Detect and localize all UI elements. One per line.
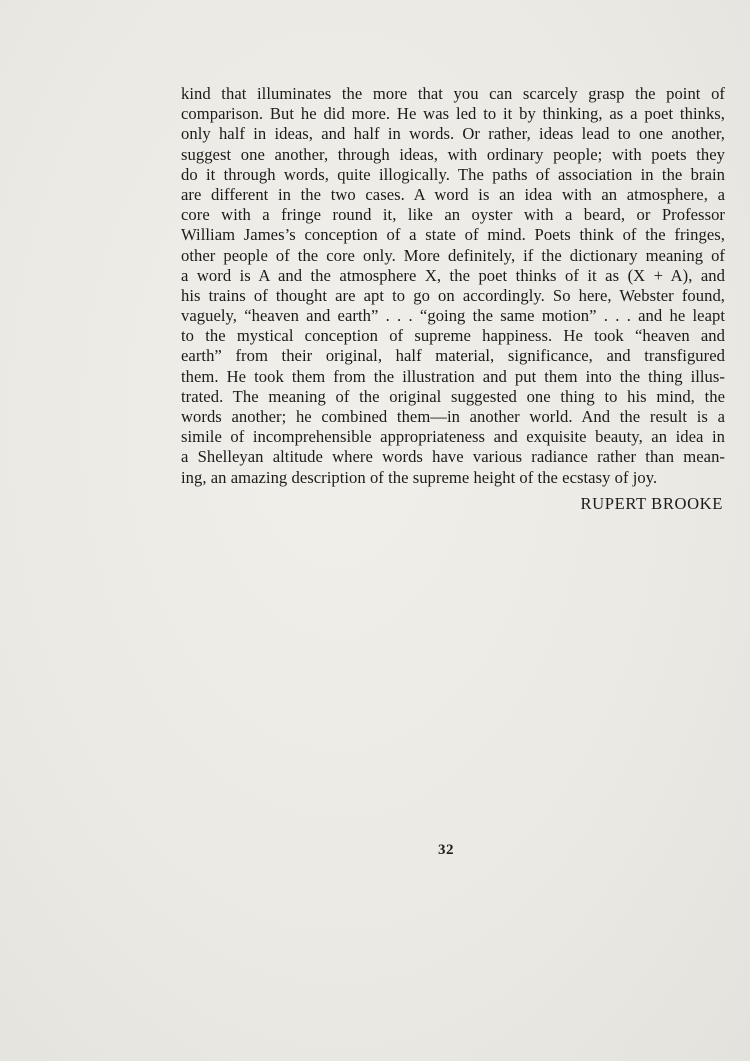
text-line: other people of the core only. More definitely, if the dictionary meaning of	[181, 245, 725, 265]
text-line: William James’s conception of a state of mind. Poets think of the fringes,	[181, 225, 725, 245]
text-line: them. He took them from the illustration and put them into the thing illus-	[181, 366, 725, 386]
text-line: ing, an amazing description of the supreme height of the ecstasy of joy.	[181, 467, 658, 487]
text-line: comparison. But he did more. He was led to it by thinking, as a poet thinks,	[181, 104, 725, 124]
text-line: a Shelleyan altitude where words have various radiance rather than mean-	[181, 447, 725, 467]
page-number: 32	[438, 842, 454, 858]
body-text	[181, 84, 725, 488]
text-line: kind that illuminates the more that you can scarcely grasp the point of	[181, 84, 725, 103]
text-line: his trains of thought are apt to go on accordingly. So here, Webster found,	[181, 285, 725, 305]
text-line: do it through words, quite illogically. The paths of association in the brain	[181, 164, 725, 184]
text-line: only half in ideas, and half in words. Or rather, ideas lead to one another,	[181, 124, 725, 144]
text-line: suggest one another, through ideas, with ordinary people; with poets they	[181, 144, 725, 164]
text-line: trated. The meaning of the original suggested one thing to his mind, the	[181, 386, 725, 406]
text-line: to the mystical conception of supreme happiness. He took “heaven and	[181, 326, 725, 346]
text-line: core with a fringe round it, like an oyster with a beard, or Professor	[181, 205, 725, 225]
text-line: earth” from their original, half material, significance, and transfigured	[181, 346, 725, 366]
text-line: words another; he combined them—in another world. And the result is a	[181, 407, 725, 426]
author-signature: RUPERT BROOKE	[580, 494, 723, 513]
text-line: are different in the two cases. A word is an idea with an atmosphere, a	[181, 184, 725, 204]
text-line: a word is A and the atmosphere X, the poet thinks of it as (X + A), and	[181, 265, 725, 285]
text-line: vaguely, “heaven and earth” . . . “going the same motion” . . . and he leapt	[181, 306, 725, 326]
text-line: simile of incomprehensible appropriateness and exquisite beauty, an idea in	[181, 427, 725, 447]
